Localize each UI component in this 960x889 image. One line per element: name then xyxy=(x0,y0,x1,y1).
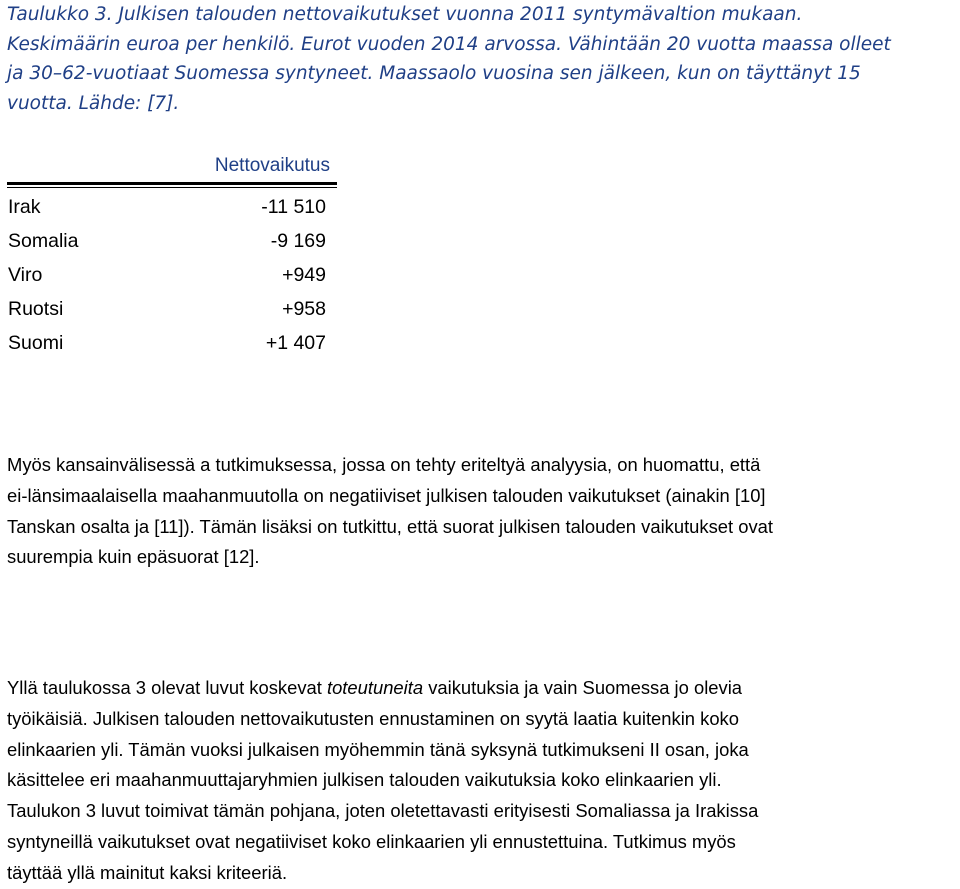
caption-line: ja 30–62-vuotiaat Suomessa syntyneet. Maassaolo vuosina sen jälkeen, kun on täyttänyt 15 xyxy=(7,63,861,84)
table-row xyxy=(7,190,337,224)
paragraph-line xyxy=(7,673,957,704)
table-body xyxy=(7,190,337,360)
table-row xyxy=(7,326,337,360)
paragraph-line: täyttää yllä mainitut kaksi kriteeriä. xyxy=(7,861,288,883)
country-cell: Somalia xyxy=(8,230,79,252)
text-run: vaikutuksia ja vain Suomessa jo olevia xyxy=(423,677,743,698)
value-cell: +1 407 xyxy=(265,332,326,354)
country-cell: Viro xyxy=(8,264,43,286)
paragraph-line: syntyneillä vaikutukset ovat negatiiviset koko elinkaarien yli ennustettuina. Tutkimus myös xyxy=(7,830,736,852)
table-row xyxy=(7,258,337,292)
paragraph-line: Myös kansainvälisessä a tutkimuksessa, jossa on tehty eriteltyä analyysia, on huomattu, että xyxy=(7,454,761,475)
caption-line: vuotta. Lähde: [7]. xyxy=(7,92,180,114)
value-cell: -11 510 xyxy=(261,196,326,218)
table-header xyxy=(7,150,337,186)
paragraph-line: ei-länsimaalaisella maahanmuutolla on negatiiviset julkisen talouden vaikutukset (ainakin [10] xyxy=(7,484,766,506)
value-cell: +958 xyxy=(282,298,326,320)
caption-line: Taulukko 3. Julkisen talouden nettovaikutukset vuonna 2011 syntymävaltion mukaan. xyxy=(7,4,803,25)
paragraph-line: elinkaarien yli. Tämän vuoksi julkaisen myöhemmin tänä syksynä tutkimukseni II osan, joka xyxy=(7,738,749,760)
emphasis-text: toteutuneita xyxy=(326,677,424,698)
value-cell: -9 169 xyxy=(270,230,326,252)
paragraph-line: suurempia kuin epäsuorat [12]. xyxy=(7,546,260,568)
country-cell: Irak xyxy=(8,196,41,218)
paragraph-realized-effects xyxy=(7,673,957,889)
table-caption xyxy=(7,0,952,118)
paragraph-line: Tanskan osalta ja [11]). Tämän lisäksi on tutkittu, että suorat julkisen talouden vaikutukset ovat xyxy=(7,515,774,537)
net-effect-table xyxy=(7,150,337,354)
value-cell: +949 xyxy=(282,264,326,286)
caption-line: Keskimäärin euroa per henkilö. Eurot vuoden 2014 arvossa. Vähintään 20 vuotta maassa olleet xyxy=(7,33,891,55)
column-header-net-effect: Nettovaikutus xyxy=(214,155,330,176)
header-rule-thin xyxy=(7,187,337,188)
text-run: Yllä taulukossa 3 olevat luvut koskevat xyxy=(7,677,327,698)
country-cell: Ruotsi xyxy=(8,298,64,320)
paragraph-line: käsittelee eri maahanmuuttajaryhmien julkisen talouden vaikutuksia koko elinkaarien yli. xyxy=(7,769,722,791)
paragraph-line: työikäisiä. Julkisen talouden nettovaikutusten ennustaminen on syytä laatia kuitenkin koko xyxy=(7,707,739,729)
table-row xyxy=(7,224,337,258)
header-rule-thick xyxy=(7,182,337,185)
paragraph-line: Taulukon 3 luvut toimivat tämän pohjana, joten oletettavasti erityisesti Somaliassa ja Irakissa xyxy=(7,800,759,822)
table-row xyxy=(7,292,337,326)
paragraph-international-research xyxy=(7,450,957,573)
country-cell: Suomi xyxy=(8,332,64,354)
